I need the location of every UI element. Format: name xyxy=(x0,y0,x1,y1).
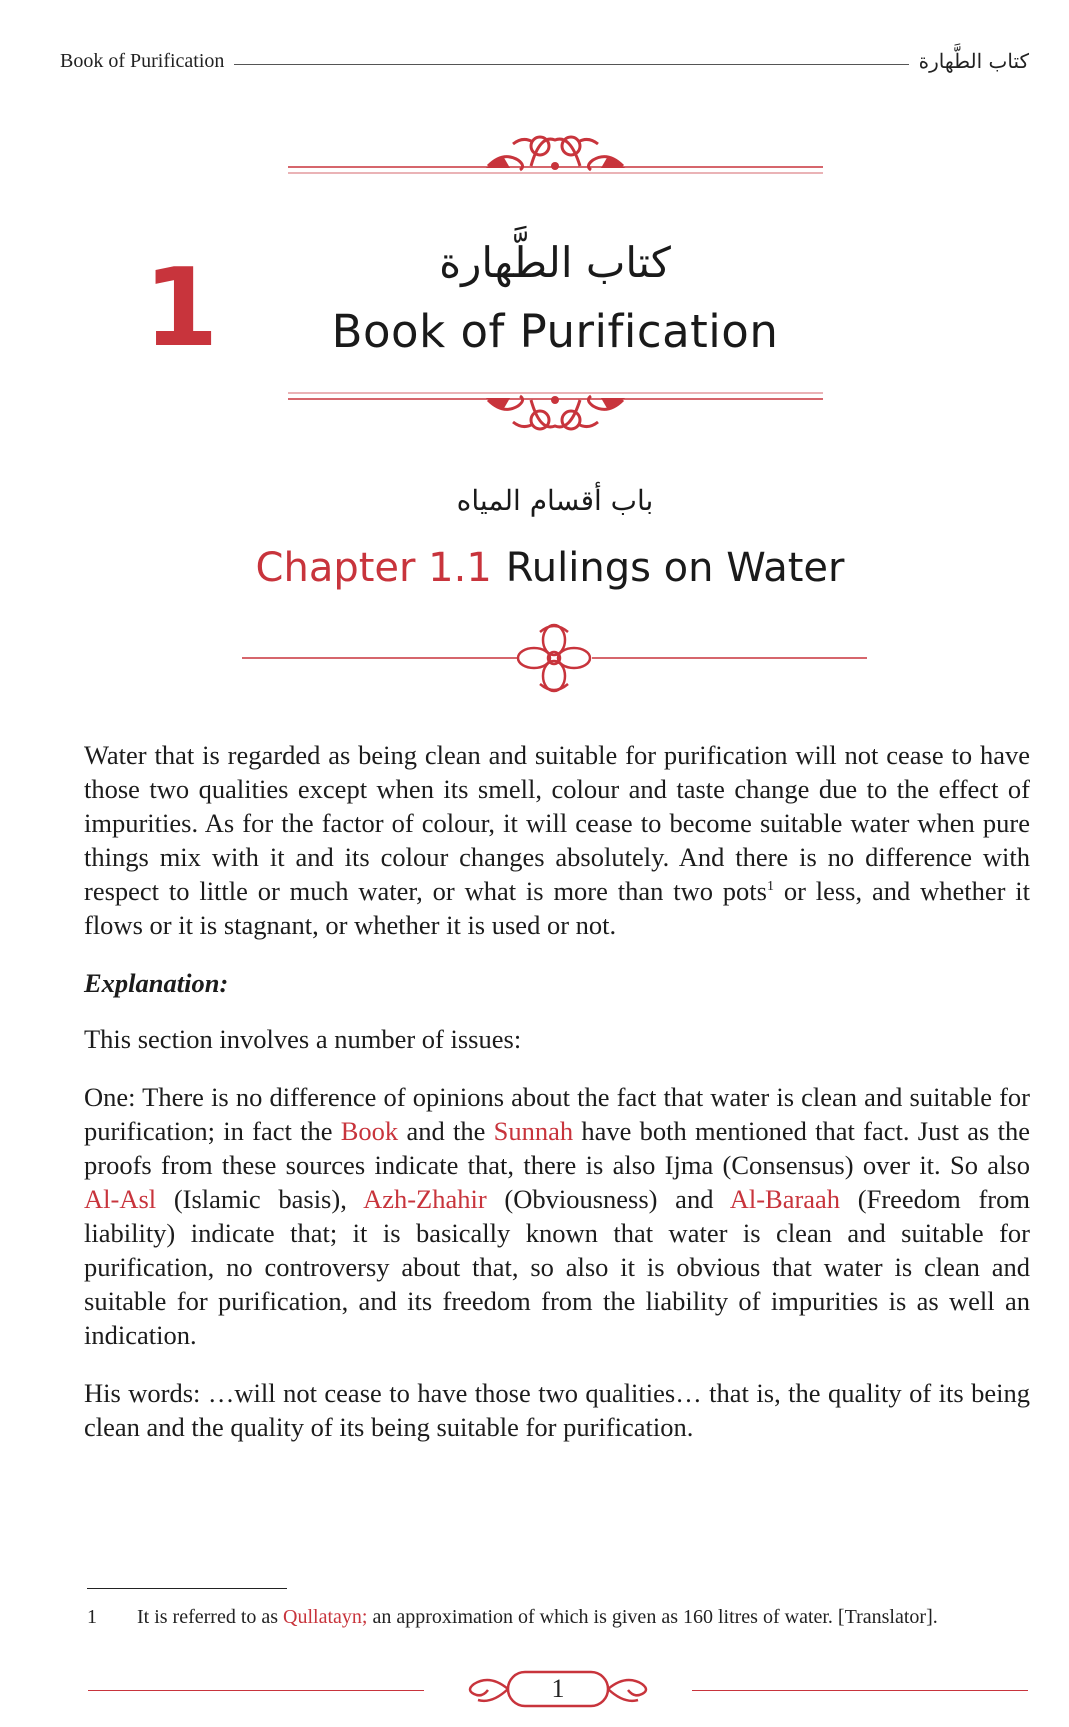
paragraph-matn-text-b: or less, and whether it flows or it is stagnant, or whether it is used or not. xyxy=(84,876,1030,940)
term-azh-zhahir: Azh-Zhahir xyxy=(363,1184,487,1214)
paragraph-matn xyxy=(84,738,1030,942)
paragraph-intro: This section involves a number of issues: xyxy=(84,1024,522,1054)
paragraph-one-text-1: One: There is no difference of opinions about the fact that water is clean and suitable for purification; in fact the xyxy=(84,1082,1030,1146)
paragraph-one-text-5: (Obviousness) and xyxy=(486,1184,730,1214)
top-ornament-icon xyxy=(288,126,823,186)
footnote-text xyxy=(137,1606,938,1629)
term-al-baraah: Al-Baraah xyxy=(729,1184,841,1214)
running-header xyxy=(60,48,1029,74)
running-header-arabic: كتاب الطَّهارة xyxy=(918,49,1029,73)
page-footer xyxy=(88,1664,1028,1714)
chapter-heading xyxy=(220,545,880,591)
paragraph-one-text-2: and the xyxy=(398,1116,494,1146)
footnote xyxy=(87,1606,1047,1629)
explanation-heading: Explanation: xyxy=(84,968,229,998)
flourish-divider-icon xyxy=(242,618,867,698)
body-text xyxy=(84,738,1030,1468)
chapter-title: Rulings on Water xyxy=(505,545,845,591)
chapter-label: Chapter 1.1 xyxy=(255,545,492,591)
paragraph-matn-text-a: Water that is regarded as being clean and suitable for purification will not cease to have those two qualities except when its smell, colour and taste change due to the effect of impurities. As for the factor of colour, it will cease to become suitable water when pure things mix with it and its colour changes absolutely. And there is no difference with respect to little or much water, or what is more than two pots xyxy=(84,740,1030,906)
footnote-text-a: It is referred to as xyxy=(137,1606,284,1628)
footnote-rule xyxy=(87,1588,287,1589)
footnote-number: 1 xyxy=(87,1606,97,1628)
running-header-rule xyxy=(234,64,908,65)
page-number: 1 xyxy=(551,1674,565,1703)
chapter-title-arabic: باب أقسام المياه xyxy=(456,484,654,517)
term-al-asl: Al-Asl xyxy=(84,1184,157,1214)
paragraph-one-text-4: (Islamic basis), xyxy=(156,1184,364,1214)
paragraph-one-text-6: (Freedom from liability) indicate that; it is basically known that water is clean and suitable for purification, no controversy about that, so also it is obvious that water is clean and suitable for purification, and its freedom from the liability of impurities is as well an indication. xyxy=(84,1184,1030,1350)
term-sunnah: Sunnah xyxy=(493,1116,574,1146)
footer-rule-left xyxy=(88,1690,424,1691)
paragraph-one-text-3: have both mentioned that fact. Just as the proofs from these sources indicate that, there is also Ijma (Consensus) over it. So also xyxy=(84,1116,1031,1180)
term-book: Book xyxy=(340,1116,399,1146)
book-number: 1 xyxy=(143,246,219,371)
bottom-ornament-icon xyxy=(288,380,823,440)
running-header-title: Book of Purification xyxy=(60,49,225,72)
footnote-ref[interactable]: 1 xyxy=(766,879,774,895)
footer-rule-right xyxy=(692,1690,1028,1691)
book-title: Book of Purification xyxy=(331,305,779,358)
book-title-arabic: كتاب الطَّهارة xyxy=(439,238,671,287)
footnote-term: Qullatayn; xyxy=(283,1606,368,1628)
footnote-text-b: an approximation of which is given as 160 litres of water. [Translator]. xyxy=(367,1606,938,1628)
paragraph-one xyxy=(84,1080,1030,1352)
paragraph-his-words: His words: …will not cease to have those two qualities… that is, the quality of its being clean and the quality of its being suitable for purification. xyxy=(84,1378,1030,1442)
